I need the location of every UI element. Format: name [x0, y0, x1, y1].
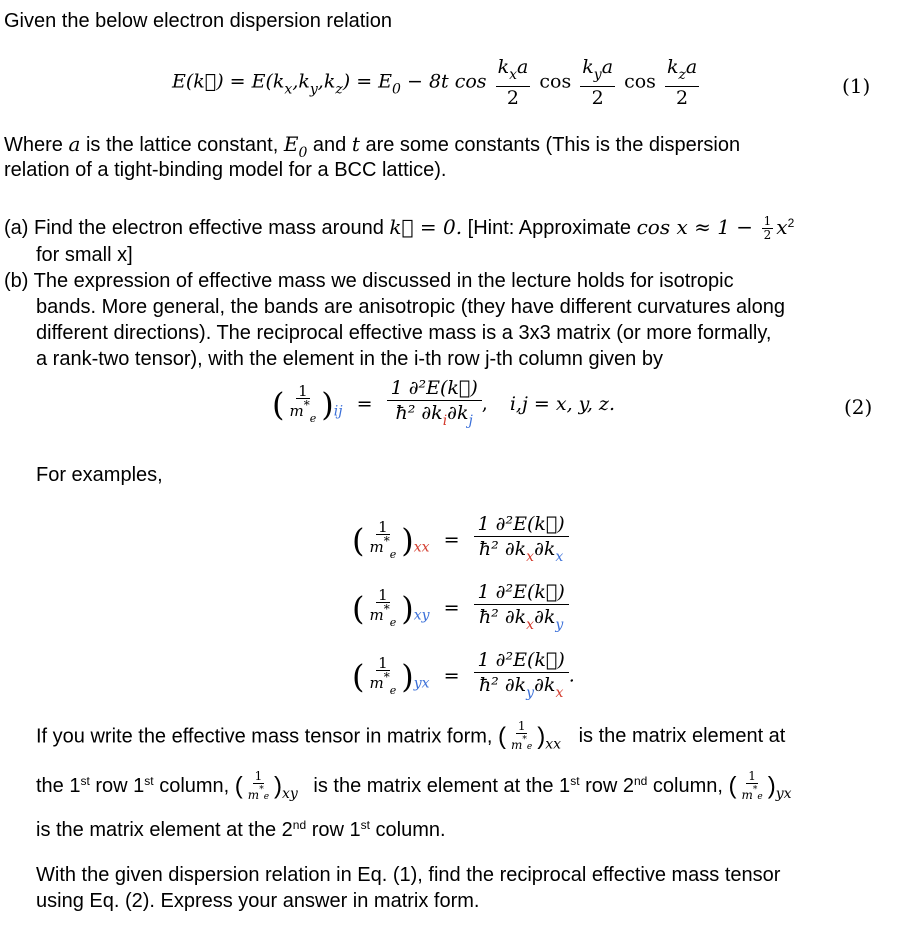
intro-text: Given the below electron dispersion relation — [4, 10, 392, 32]
example-equation-xx: ( $\frac{1}{m^*_e}$ )$_{xx}$ = $\frac{\text{1 ∂²E(k⃗)}}{ħ^2 \partial k_x\partial k_x}$ — [352, 512, 569, 569]
examples-label: For examples, — [36, 464, 163, 486]
matrix-text-line-2: the 1st row 1st column, ( $\frac{1}{m^*e}$ )$_{xy}$ is the matrix element at the 1st row 2nd column, ( $\frac{1}{m^*e}$ )$_{yx}$ — [36, 768, 792, 802]
equation-2-number: (2) — [844, 395, 873, 419]
matrix-text-line-3: is the matrix element at the 2nd row 1st column. — [36, 818, 446, 841]
where-line-1: Where a is the lattice constant, $E_0$ and t are some constants (This is the dispersion — [4, 132, 741, 161]
part-b-line-4: a rank-two tensor), with the element in the i-th row j-th column given by — [36, 348, 663, 370]
equation-1-number: (1) — [842, 74, 871, 98]
final-line-2: using Eq. (2). Express your answer in matrix form. — [36, 890, 480, 912]
example-equation-yx: ( $\frac{1}{m^*_e}$ )$_{yx}$ = $\frac{\text{1 ∂²E(k⃗)}}{ħ^2 \partial k_y\partial k_x}$ . — [352, 649, 575, 701]
equation-2: ( $\frac{1}{m^*_e}$ )$_{ij}$ = $\frac{\text{1 ∂²E(k⃗)}}{ħ^2 \partial k_i\partial k_j}$ , i,j = x, y, z. — [272, 377, 615, 429]
part-b-line-1: (b) The expression of effective mass we discussed in the lecture holds for isotropic — [4, 270, 734, 292]
part-a-line-2: for small x] — [36, 244, 133, 266]
example-equation-xy: ( $\frac{1}{m^*_e}$ )$_{xy}$ = $\frac{\text{1 ∂²E(k⃗)}}{ħ^2 \partial k_x\partial k_y}$ — [352, 580, 569, 637]
part-b-line-3: different directions). The reciprocal effective mass is a 3x3 matrix (or more formally, — [36, 322, 772, 344]
part-a-line-1: (a) Find the electron effective mass around k⃗ = 0. [Hint: Approximate cos x ≈ 1 − $\frac{1}{2}$ $x^2$ — [4, 214, 795, 243]
part-b-line-2: bands. More general, the bands are anisotropic (they have different curvatures along — [36, 296, 785, 318]
final-line-1: With the given dispersion relation in Eq. (1), find the reciprocal effective mass tensor — [36, 864, 781, 886]
matrix-text-line-1: If you write the effective mass tensor in matrix form, ( $\frac{1}{m^*e}$ )$_{xx}$ is the matrix element at — [36, 719, 786, 753]
where-line-2: relation of a tight-binding model for a BCC lattice). — [4, 159, 447, 181]
equation-1: E(k⃗) = $E(k_x,k_y,k_z) = E_0 - 8t$ cos $\frac{k_xa}{2}$ cos $\frac{k_ya}{2}$ cos $\frac{k_za}{2}$ — [172, 56, 698, 109]
